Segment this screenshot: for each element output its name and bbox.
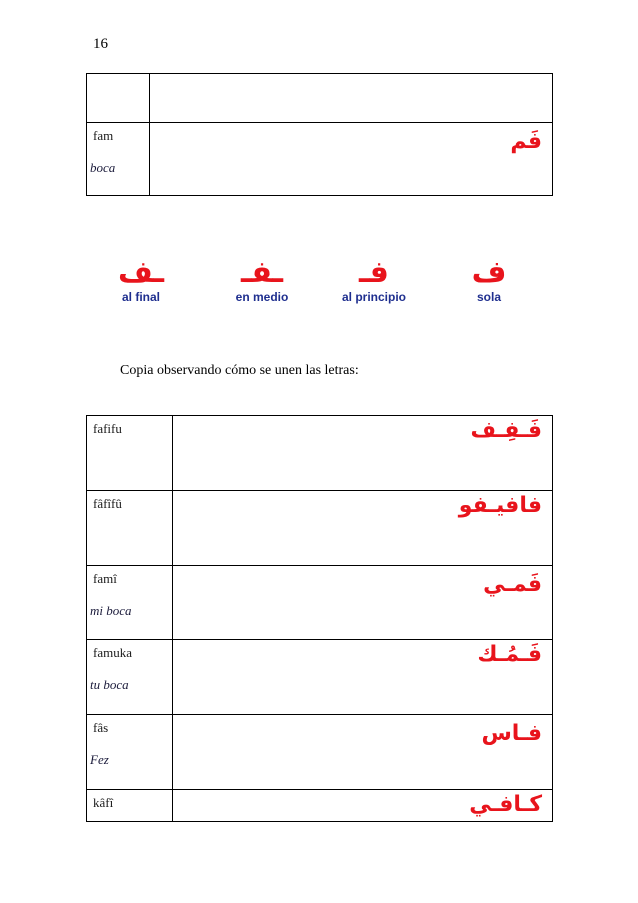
- translation: Fez: [90, 752, 109, 767]
- latin-cell: [87, 566, 173, 640]
- writing-cell: [173, 566, 553, 640]
- writing-cell: [173, 790, 553, 822]
- form-label: al principio: [341, 290, 406, 304]
- form-initial: [309, 255, 439, 304]
- arabic-word: فـاس: [481, 721, 542, 746]
- latin-cell: [87, 123, 150, 196]
- table-row: [87, 416, 553, 491]
- latin-cell: [87, 416, 173, 491]
- latin-cell: [87, 715, 173, 790]
- writing-cell: [150, 74, 553, 123]
- latin-cell: [87, 790, 173, 822]
- table-row: [87, 640, 553, 715]
- table-row: [87, 491, 553, 566]
- form-label: sola: [476, 290, 501, 304]
- transliteration: famî: [93, 571, 117, 586]
- arabic-word: فَم: [510, 129, 542, 154]
- writing-cell: [150, 123, 553, 196]
- transliteration: famuka: [93, 645, 132, 660]
- transliteration: fam: [93, 128, 114, 143]
- translation: boca: [90, 160, 116, 175]
- top-vocabulary-table: [86, 73, 553, 196]
- writing-cell: [173, 416, 553, 491]
- arabic-word: كـافـي: [469, 792, 542, 817]
- letter-glyph: ـف: [118, 255, 164, 290]
- letter-glyph: ف: [471, 255, 507, 290]
- table-row: [87, 790, 553, 822]
- translation: tu boca: [90, 677, 129, 692]
- transliteration: kâfî: [93, 795, 114, 810]
- form-label: en medio: [235, 290, 289, 304]
- latin-cell: [87, 74, 150, 123]
- latin-cell: [87, 640, 173, 715]
- arabic-word: فافيـفو: [458, 493, 542, 518]
- arabic-word: فَـفِـف: [470, 418, 542, 443]
- practice-table: [86, 415, 553, 822]
- page-number: 16: [93, 36, 108, 52]
- letter-glyph: ـفـ: [240, 255, 284, 290]
- form-medial: [197, 255, 327, 304]
- table-row: [87, 566, 553, 640]
- writing-cell: [173, 491, 553, 566]
- form-final: [76, 255, 206, 304]
- table-row: [87, 123, 553, 196]
- writing-cell: [173, 715, 553, 790]
- table-row: [87, 74, 553, 123]
- form-isolated: [424, 255, 554, 304]
- transliteration: fâs: [93, 720, 109, 735]
- letter-forms: [0, 255, 638, 318]
- translation: mi boca: [90, 603, 132, 618]
- table-row: [87, 715, 553, 790]
- writing-cell: [173, 640, 553, 715]
- arabic-word: فَـمُـك: [477, 642, 542, 667]
- transliteration: fâfîfû: [93, 496, 122, 511]
- arabic-word: فَمـي: [483, 572, 542, 597]
- form-label: al final: [121, 290, 160, 304]
- instruction-text: Copia observando cómo se unen las letras:: [120, 363, 359, 378]
- transliteration: fafifu: [93, 421, 122, 436]
- latin-cell: [87, 491, 173, 566]
- letter-glyph: فـ: [359, 255, 389, 290]
